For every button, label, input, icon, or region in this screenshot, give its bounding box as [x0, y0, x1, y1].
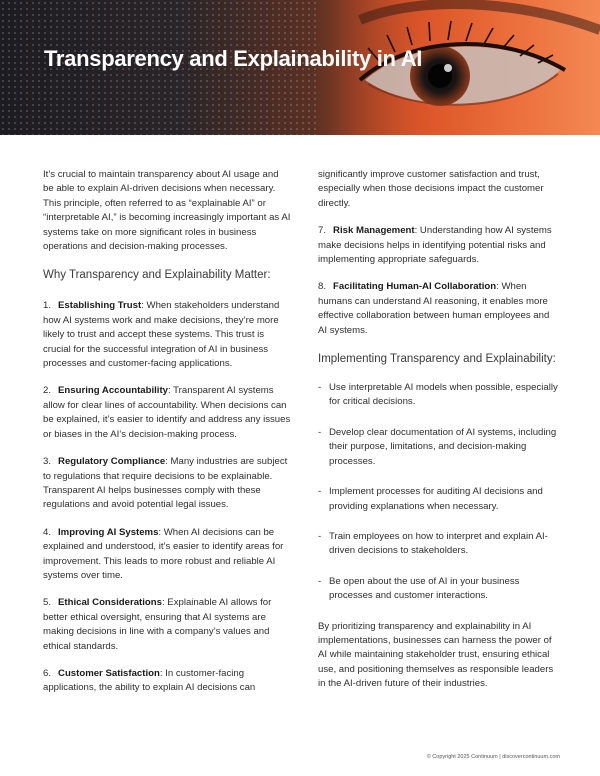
- bullet-dash: -: [318, 575, 322, 587]
- item-text: : When stakeholders understand how AI systems work and make decisions, they’re more likely to trust and accept these systems. This trust is crucial for the successful integration of AI in business processes and customer-facing applications.: [43, 300, 280, 370]
- item-text: : Transparent AI systems allow for clear lines of accountability. When decisions can be explained, it’s easier to identify and address any issues or biases in the AI’s decision-making process.: [43, 385, 291, 440]
- item-heading: Ethical Considerations: [58, 597, 162, 609]
- list-item: [318, 224, 560, 267]
- implementing-heading: Implementing Transparency and Explainability:: [318, 353, 556, 366]
- item-number: 3.: [43, 456, 52, 468]
- bullet-item: [318, 575, 560, 604]
- item-number: 1.: [43, 300, 52, 312]
- list-item: [43, 299, 291, 371]
- continuation-paragraph: significantly improve customer satisfaction and trust, especially when those decisions impact the customer directly.: [318, 169, 544, 209]
- list-item: [43, 455, 291, 513]
- item-text: : Many industries are subject to regulations that require decisions to be explainable. Transparent AI helps businesses comply with these regulations and avoid potential legal issues.: [43, 456, 288, 511]
- item-number: 5.: [43, 597, 52, 609]
- item-heading: Facilitating Human-AI Collaboration: [333, 281, 497, 293]
- item-number: 2.: [43, 385, 52, 397]
- item-text: : Understanding how AI systems make decisions helps in identifying potential risks and implementing appropriate safeguards.: [318, 225, 552, 266]
- bullet-item: [318, 485, 560, 514]
- bullet-item: [318, 530, 560, 559]
- footer-copyright: © Copyright 2025 Continuum | discovercontinuum.com: [426, 754, 560, 760]
- item-number: 6.: [43, 667, 52, 679]
- bullet-dash: -: [318, 486, 322, 498]
- item-text: : When AI decisions can be explained and understood, it’s easier to identify areas for improvement. This leads to more robust and reliable AI systems over time.: [43, 526, 284, 581]
- bullet-dash: -: [318, 530, 322, 542]
- item-number: 8.: [318, 281, 327, 293]
- item-text: : When humans can understand AI reasoning, it enables more effective collaboration between human employees and AI systems.: [318, 281, 550, 336]
- bullet-item: [318, 426, 560, 469]
- item-heading: Ensuring Accountability: [58, 385, 168, 397]
- why-heading: Why Transparency and Explainability Matter:: [43, 269, 271, 282]
- item-heading: Customer Satisfaction: [58, 667, 160, 679]
- header-banner: [0, 0, 600, 135]
- list-item: [43, 384, 291, 442]
- item-heading: Regulatory Compliance: [58, 456, 166, 468]
- list-item: [318, 280, 560, 338]
- conclusion-paragraph: By prioritizing transparency and explainability in AI implementations, businesses can harness the power of AI while maintaining stakeholder trust, ensuring ethical use, and positioning themselves as responsible leaders in the AI-driven future of their industries.: [318, 620, 554, 690]
- list-item: [43, 667, 291, 696]
- page-title: Transparency and Explainability in AI: [44, 46, 423, 71]
- right-column: [318, 168, 560, 705]
- item-heading: Establishing Trust: [58, 300, 142, 312]
- intro-paragraph: It’s crucial to maintain transparency about AI usage and be able to explain AI-driven decisions when necessary. This principle, often referred to as “explainable AI” or “interpretable AI,” is becoming increasingly important as AI systems take on more significant roles in business operations and decision-making processes.: [43, 169, 291, 253]
- item-number: 4.: [43, 526, 52, 538]
- bullet-text: Train employees on how to interpret and explain AI-driven decisions to stakeholders.: [329, 530, 548, 557]
- bullet-text: Develop clear documentation of AI systems, including their purpose, limitations, and decision-making processes.: [329, 426, 557, 467]
- list-item: [43, 526, 291, 584]
- implementation-list: [318, 381, 560, 603]
- item-text: : In customer-facing applications, the ability to explain AI decisions can: [43, 667, 256, 694]
- item-text: : Explainable AI allows for better ethical oversight, ensuring that AI systems are making decisions in line with a company’s values and ethical standards.: [43, 597, 272, 652]
- item-number: 7.: [318, 225, 327, 237]
- bullet-item: [318, 381, 560, 410]
- bullet-dash: -: [318, 382, 322, 394]
- bullet-dash: -: [318, 426, 322, 438]
- bullet-text: Use interpretable AI models when possible, especially for critical decisions.: [329, 382, 558, 408]
- list-item: [43, 596, 291, 654]
- item-heading: Improving AI Systems: [58, 526, 159, 538]
- bullet-text: Be open about the use of AI in your business processes and customer interactions.: [329, 575, 520, 602]
- bullet-text: Implement processes for auditing AI decisions and providing explanations when necessary.: [329, 486, 543, 512]
- item-heading: Risk Management: [333, 225, 415, 237]
- left-column: [43, 168, 291, 709]
